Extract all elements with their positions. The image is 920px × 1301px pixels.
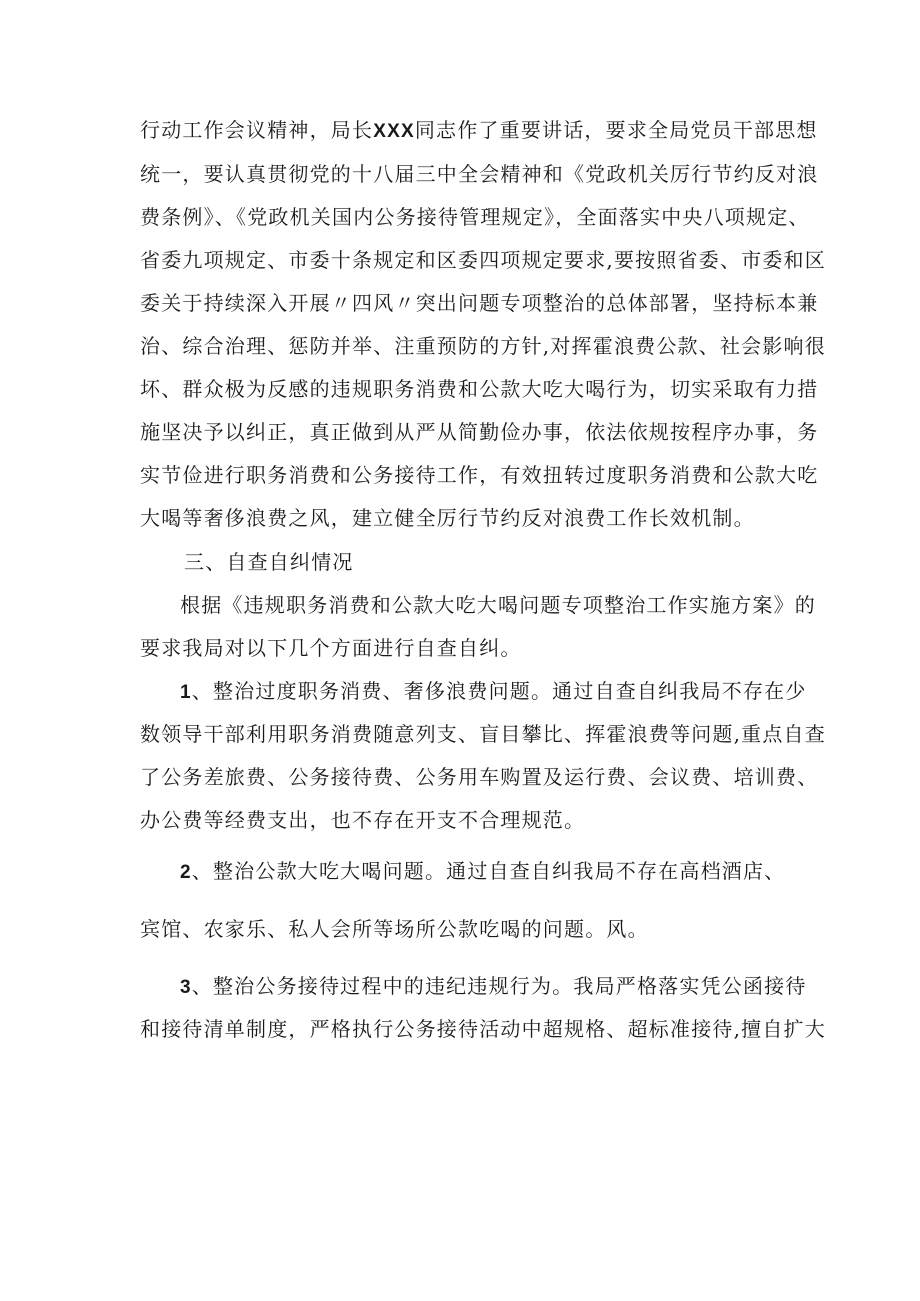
paragraph-line: 大喝等奢侈浪费之风，建立健全厉行节约反对浪费工作长效机制。 [140,506,755,530]
section-heading: 三、自查自纠情况 [184,550,354,574]
paragraph-line: 了公务差旅费、公务接待费、公务用车购置及运行费、会议费、培训费、 [140,765,819,789]
paragraph-line: 费条例》、《党政机关国内公务接待管理规定》，全面落实中央八项规定、 [140,205,810,229]
paragraph-line: 宾馆、农家乐、私人会所等场所公款吃喝的问题。风。 [140,917,649,941]
paragraph-line: 根据《违规职务消费和公款大吃大喝问题专项整治工作实施方案》的 [180,593,816,617]
paragraph-line: 统一，要认真贯彻党的十八届三中全会精神和《党政机关厉行节约反对浪 [140,162,819,186]
paragraph-line: 和接待清单制度，严格执行公务接待活动中超规格、超标准接待,擅自扩大 [140,1017,826,1041]
paragraph-line: 施坚决予以纠正，真正做到从严从简勤俭办事，依法依规按程序办事，务 [140,420,819,444]
paragraph-line: 行动工作会议精神，局长XXX同志作了重要讲话，要求全局党员干部思想 [140,118,818,142]
paragraph-line: 治、综合治理、惩防并举、注重预防的方针,对挥霍浪费公款、社会影响很 [140,334,826,358]
list-item-2-line: 2、整治公款大吃大喝问题。通过自查自纠我局不存在高档酒店、 [180,859,786,883]
paragraph-line: 要求我局对以下几个方面进行自查自纠。 [140,636,522,660]
paragraph-line: 数领导干部利用职务消费随意列支、盲目攀比、挥霍浪费等问题,重点自查 [140,722,826,746]
list-item-3-line: 3、整治公务接待过程中的违纪违规行为。我局严格落实凭公函接待 [180,974,807,998]
list-item-1-line: 1、整治过度职务消费、奢侈浪费问题。通过自查自纠我局不存在少 [180,679,807,703]
paragraph-line: 委关于持续深入开展〃四风〃突出问题专项整治的总体部署，坚持标本兼 [140,291,819,315]
paragraph-line: 坏、群众极为反感的违规职务消费和公款大吃大喝行为，切实采取有力措 [140,377,819,401]
paragraph-line: 办公费等经费支出，也不存在开支不合理规范。 [140,808,586,832]
paragraph-line: 实节俭进行职务消费和公务接待工作，有效扭转过度职务消费和公款大吃 [140,463,819,487]
paragraph-line: 省委九项规定、市委十条规定和区委四项规定要求,要按照省委、市委和区 [140,248,826,272]
